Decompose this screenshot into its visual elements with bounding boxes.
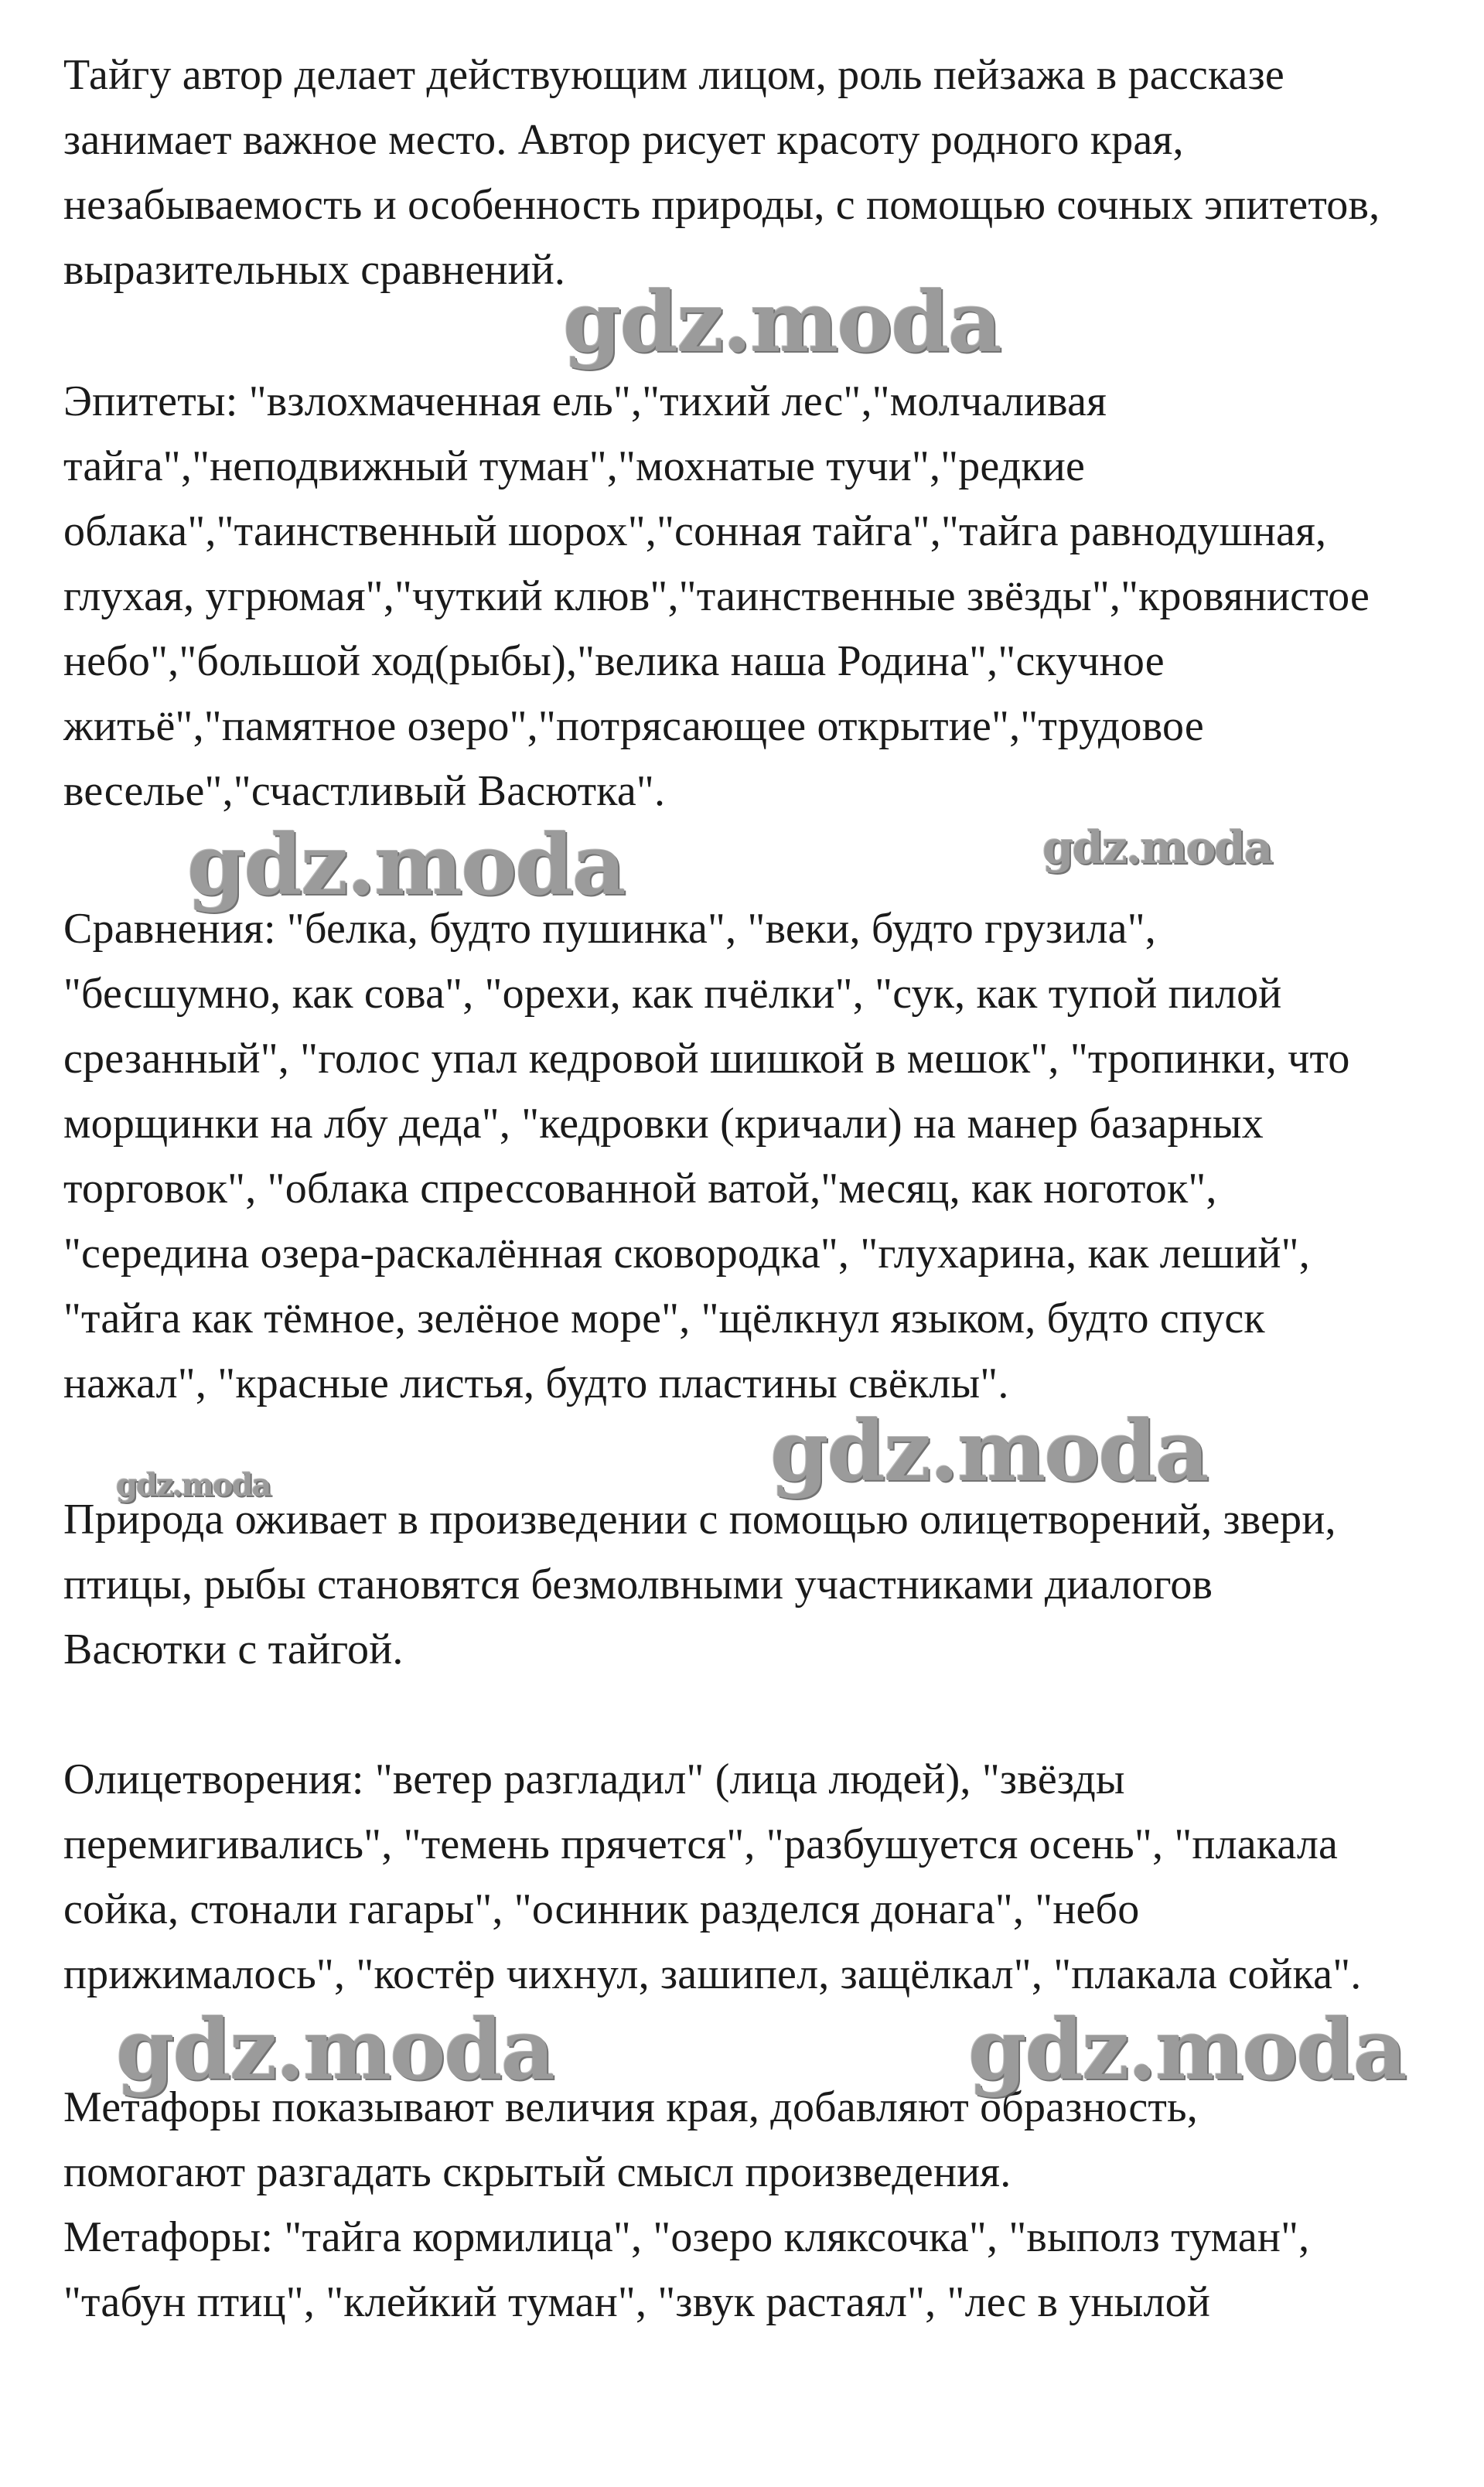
text-line: сойка, стонали гагары", "осинник разделся донага", "небо [63,1885,1140,1933]
text-line: торговок", "облака спрессованной ватой,"месяц, как ноготок", [63,1165,1217,1213]
text-line: тайга","неподвижный туман","мохнатые тучи","редкие [63,442,1086,490]
text-line: перемигивались", "темень прячется", "разбушуется осень", "плакала [63,1820,1339,1868]
text-line: Природа оживает в произведении с помощью олицетворений, звери, [63,1496,1336,1544]
text-line: житьё","памятное озеро","потрясающее открытие","трудовое [63,702,1204,750]
text-line: Эпитеты: "взлохмаченная ель","тихий лес","молчаливая [63,377,1107,425]
text-line: птицы, рыбы становятся безмолвными участниками диалогов [63,1561,1213,1609]
watermark: gdz.moda [968,2001,1406,2099]
watermark: gdz.moda [563,274,1001,371]
text-line: "бесшумно, как сова", "орехи, как пчёлки", "сук, как тупой пилой [63,970,1282,1018]
text-line: Метафоры: "тайга кормилица", "озеро кляксочка", "выполз туман", [63,2213,1310,2261]
text-line: срезанный", "голос упал кедровой шишкой в мешок", "тропинки, что [63,1035,1350,1083]
text-line: выразительных сравнений. [63,246,566,294]
text-line: облака","таинственный шорох","сонная тайга","тайга равнодушная, [63,507,1327,555]
text-line: глухая, угрюмая","чуткий клюв","таинственные звёзды","кровянистое [63,572,1370,620]
text-line: помогают разгадать скрытый смысл произведения. [63,2148,1012,2196]
text-line: Олицетворения: "ветер разгладил" (лица людей), "звёзды [63,1755,1125,1803]
watermark: gdz.moda [187,817,625,914]
text-line: морщинки на лбу деда", "кедровки (кричали) на манер базарных [63,1100,1264,1148]
text-line: незабываемость и особенность природы, с помощью сочных эпитетов, [63,181,1380,229]
text-line: занимает важное место. Автор рисует красоту родного края, [63,116,1184,164]
text-line: прижималось", "костёр чихнул, зашипел, защёлкал", "плакала сойка". [63,1950,1362,1998]
watermark: gdz.moda [116,2001,554,2099]
text-line: небо","большой ход(рыбы),"велика наша Родина","скучное [63,637,1165,685]
text-line: "тайга как тёмное, зелёное море", "щёлкнул языком, будто спуск [63,1295,1265,1342]
watermark: gdz.moda [116,1467,271,1503]
text-line: Васютки с тайгой. [63,1626,404,1673]
text-line: Метафоры показывают величия края, добавляют образность, [63,2083,1198,2131]
watermark: gdz.moda [770,1403,1208,1500]
text-line: Тайгу автор делает действующим лицом, роль пейзажа в рассказе [63,51,1284,99]
text-line: веселье","счастливый Васютка". [63,767,666,815]
text-line: "середина озера-раскалённая сковородка", "глухарина, как леший", [63,1230,1310,1278]
text-line: нажал", "красные листья, будто пластины свёклы". [63,1359,1009,1407]
text-line: "табун птиц", "клейкий туман", "звук растаял", "лес в унылой [63,2278,1211,2326]
watermark: gdz.moda [1042,821,1272,874]
text-line: Сравнения: "белка, будто пушинка", "веки, будто грузила", [63,905,1156,953]
